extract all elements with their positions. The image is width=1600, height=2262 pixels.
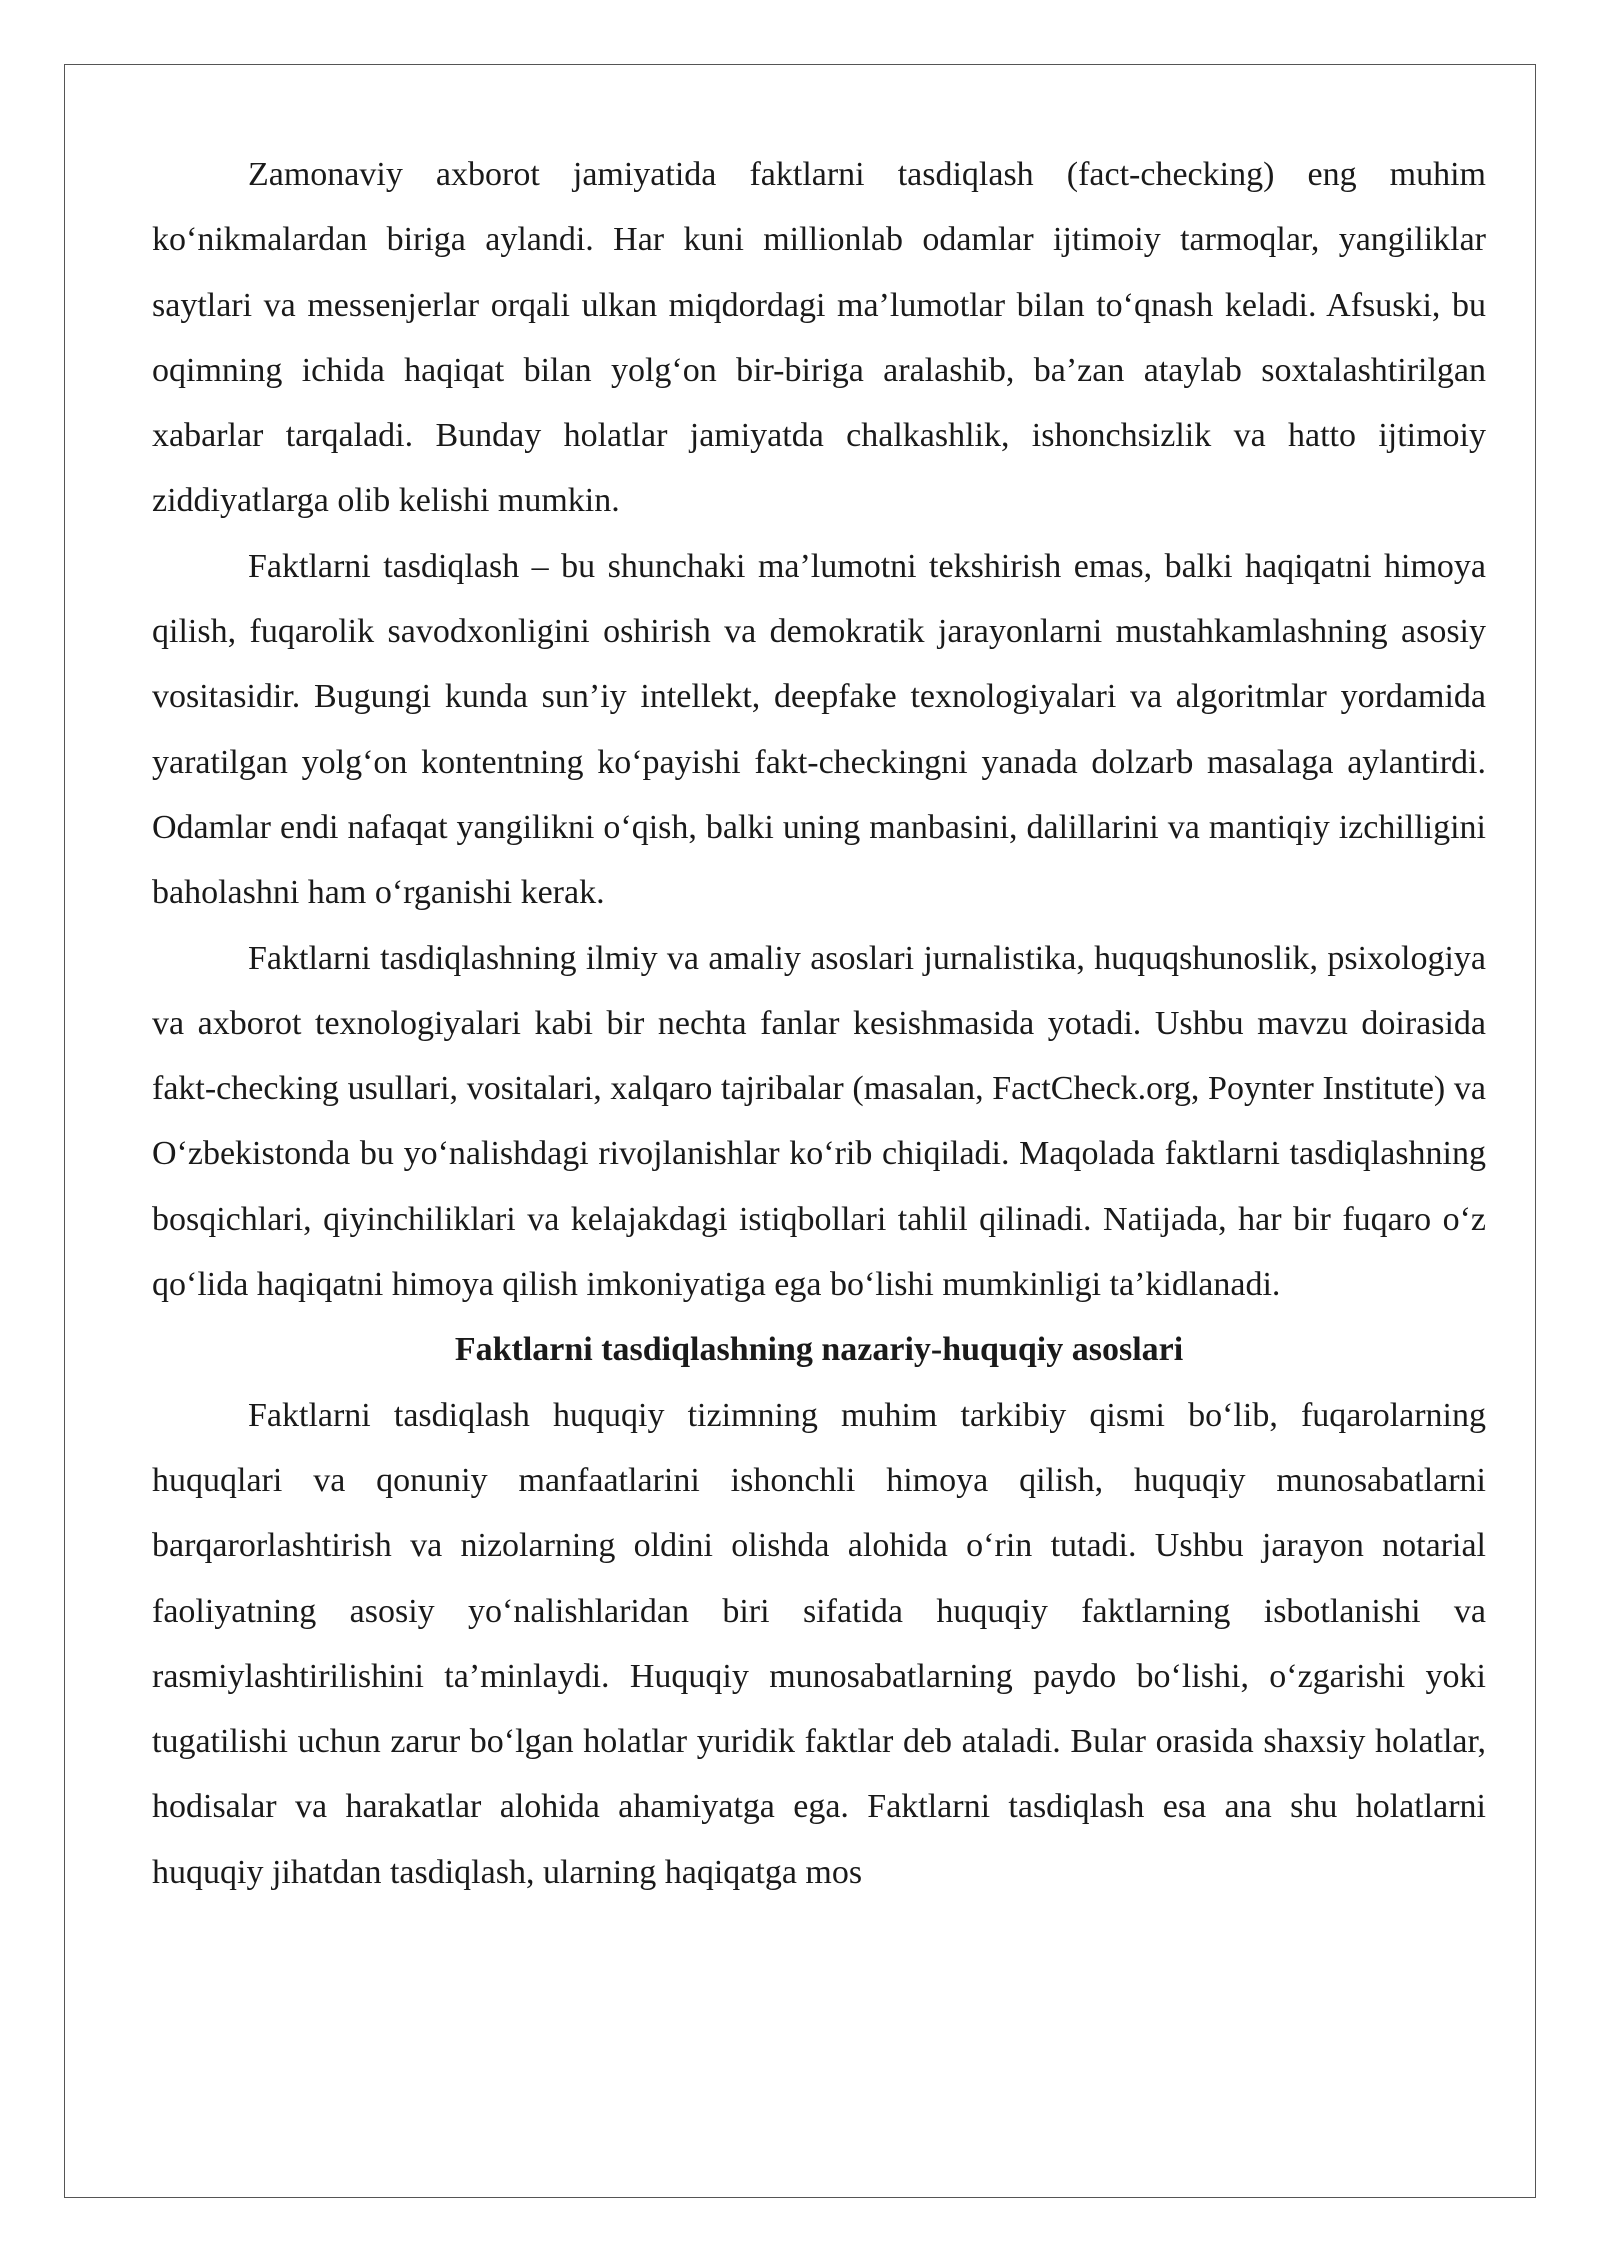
paragraph-intro-1: Zamonaviy axborot jamiyatida faktlarni tasdiqlash (fact-checking) eng muhim ko‘nikmalardan biriga aylandi. Har kuni millionlab odamlar ijtimoiy tarmoqlar, yangiliklar saytlari va messenjerlar orqali ulkan miqdordagi ma’lumotlar bilan to‘qnash keladi. Afsuski, bu oqimning ichida haqiqat bilan yolg‘on bir-biriga aralashib, ba’zan ataylab soxtalashtirilgan xabarlar tarqaladi. Bunday holatlar jamiyatda chalkashlik, ishonchsizlik va hatto ijtimoiy ziddiyatlarga olib kelishi mumkin. — [152, 156, 1486, 520]
paragraph-intro-2: Faktlarni tasdiqlash – bu shunchaki ma’lumotni tekshirish emas, balki haqiqatni himoya qilish, fuqarolik savodxonligini oshirish va demokratik jarayonlarni mustahkamlashning asosiy vositasidir. Bugungi kunda sun’iy intellekt, deepfake texnologiyalari va algoritmlar yordamida yaratilgan yolg‘on kontentning ko‘payishi fakt-checkingni yanada dolzarb masalaga aylantirdi. Odamlar endi nafaqat yangilikni o‘qish, balki uning manbasini, dalillarini va mantiqiy izchilligini baholashni ham o‘rganishi kerak. — [152, 547, 1486, 912]
section-heading: Faktlarni tasdiqlashning nazariy-huquqiy asoslari — [454, 1331, 1184, 1369]
paragraph-section-1: Faktlarni tasdiqlash huquqiy tizimning muhim tarkibiy qismi bo‘lib, fuqarolarning huquqlari va qonuniy manfaatlarini ishonchli himoya qilish, huquqiy munosabatlarni barqarorlashtirish va nizolarning oldini olishda alohida o‘rin tutadi. Ushbu jarayon notarial faoliyatning asosiy yo‘nalishlaridan biri sifatida huquqiy faktlarning isbotlanishi va rasmiylashtirilishini ta’minlaydi. Huquqiy munosabatlarning paydo bo‘lishi, o‘zgarishi yoki tugatilishi uchun zarur bo‘lgan holatlar yuridik faktlar deb ataladi. Bular orasida shaxsiy holatlar, hodisalar va harakatlar alohida ahamiyatga ega. Faktlarni tasdiqlash esa ana shu holatlarni huquqiy jihatdan tasdiqlash, ularning haqiqatga mos — [152, 1396, 1486, 1891]
paragraph-intro-3: Faktlarni tasdiqlashning ilmiy va amaliy asoslari jurnalistika, huquqshunoslik, psixologiya va axborot texnologiyalari kabi bir nechta fanlar kesishmasida yotadi. Ushbu mavzu doirasida fakt-checking usullari, vositalari, xalqaro tajribalar (masalan, FactCheck.org, Poynter Institute) va O‘zbekistonda bu yo‘nalishdagi rivojlanishlar ko‘rib chiqiladi. Maqolada faktlarni tasdiqlashning bosqichlari, qiyinchiliklari va kelajakdagi istiqbollari tahlil qilinadi. Natijada, har bir fuqaro o‘z qo‘lida haqiqatni himoya qilish imkoniyatiga ega bo‘lishi mumkinligi ta’kidlanadi. — [152, 939, 1486, 1304]
document-body — [152, 142, 1486, 1905]
